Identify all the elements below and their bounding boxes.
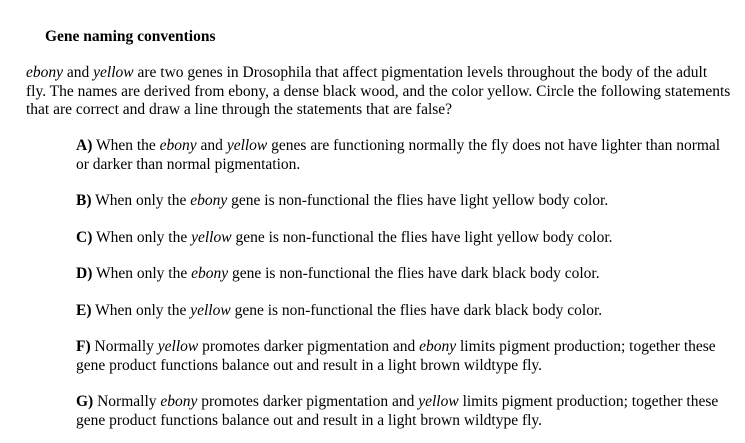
statement-d[interactable] (76, 265, 736, 284)
statement-text: When the (92, 137, 160, 154)
statement-text: limits pigment production; together these gene product functions balance out and result in a light brown wildtype fly. (76, 393, 719, 429)
statement-text: and (196, 137, 227, 154)
statement-text: gene is non-functional the flies have dark black body color. (230, 301, 603, 319)
statement-letter: B) (76, 192, 92, 209)
statement-f[interactable] (76, 338, 736, 375)
statement-letter: F) (76, 338, 91, 355)
intro-text: are two genes in Drosophila that affect pigmentation levels throughout the body of the adult fly. The names are derived from ebony, a dense black wood, and the color yellow. Circle the following statements that are correct and draw a line through the statements that are false? (26, 64, 731, 118)
statement-text: Normally (93, 393, 161, 410)
gene-name: yellow (157, 338, 199, 355)
statement-text: Normally (90, 338, 158, 355)
statement-text: gene is non-functional the flies have dark black body color. (228, 265, 600, 282)
gene-name: ebony (159, 137, 197, 154)
gene-name: yellow (226, 137, 268, 154)
statement-text: promotes darker pigmentation and (197, 393, 419, 410)
statement-letter: A) (76, 137, 93, 154)
page-title: Gene naming conventions (45, 28, 216, 45)
gene-name: yellow (190, 301, 231, 319)
statement-b[interactable] (76, 192, 736, 211)
intro-gene-ebony: ebony (26, 64, 64, 81)
statement-a[interactable] (76, 137, 736, 174)
gene-name: ebony (419, 338, 457, 355)
statement-letter: G) (76, 393, 94, 410)
intro-gene-yellow: yellow (93, 64, 134, 81)
statement-text: When only the (92, 265, 192, 282)
statement-text: When only the (91, 192, 191, 209)
statement-e[interactable] (76, 302, 736, 321)
statement-text: limits pigment production; together these gene product functions balance out and result in a light brown wildtype fly. (76, 338, 716, 374)
statement-g[interactable] (76, 393, 736, 430)
statement-list (76, 137, 736, 430)
statement-text: gene is non-functional the flies have light yellow body color. (231, 228, 613, 246)
statement-text: When only the (91, 301, 191, 319)
gene-name: ebony (191, 265, 229, 282)
statement-text: genes are functioning normally the fly does not have lighter than normal or darker than normal pigmentation. (76, 137, 721, 173)
gene-name: ebony (190, 192, 228, 209)
statement-letter: D) (76, 265, 93, 282)
statement-letter: C) (76, 228, 93, 246)
gene-name: ebony (160, 393, 198, 410)
statement-text: gene is non-functional the flies have light yellow body color. (227, 192, 609, 209)
gene-name: yellow (191, 228, 232, 246)
statement-letter: E) (76, 301, 92, 319)
statement-c[interactable] (76, 229, 736, 248)
intro-and: and (63, 64, 94, 81)
intro-paragraph (26, 64, 731, 120)
statement-text: promotes darker pigmentation and (198, 338, 420, 355)
statement-text: When only the (92, 228, 192, 246)
gene-name: yellow (418, 393, 459, 410)
